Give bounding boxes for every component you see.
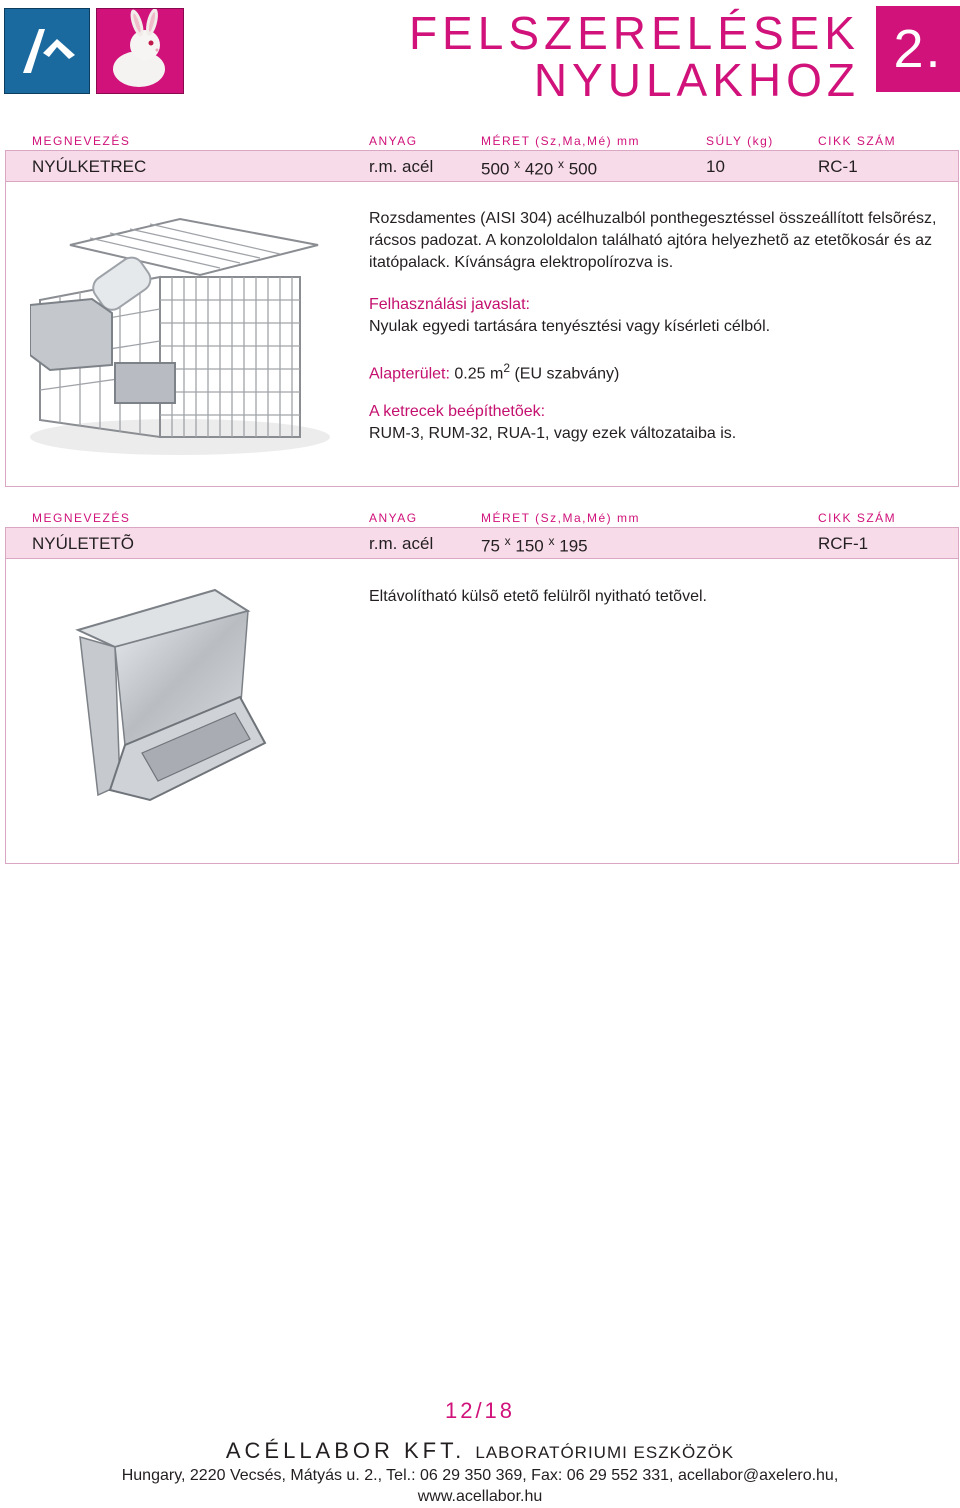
area-note: (EU szabvány) [514,365,620,383]
cage-image [30,205,330,455]
company-name: ACÉLLABOR KFT. [225,1438,466,1463]
product-description: Rozsdamentes (AISI 304) acélhuzalból ponthegesztéssel összeállított felsõrész, rácsos padozat. A konzololdalon található ajtóra helyezhetõ az etetõkosár és az itatópalack. Kívánságra elektropolírozva is. [369,210,937,271]
product-name: NYÚLETETÕ [32,534,135,553]
col-header-material: ANYAG [369,511,418,525]
page-title-line2: NYULAKHOZ [533,54,860,106]
size-x: x [514,157,521,171]
size-depth: 500 [568,159,598,179]
product-size [481,534,588,557]
col-header-code: CIKK SZÁM [818,134,897,148]
product-material: r.m. acél [369,534,434,553]
usage-text: Nyulak egyedi tartására tenyésztési vagy kísérleti célból. [369,318,771,335]
col-header-size: MÉRET (Sz,Ma,Mé) mm [481,511,640,525]
size-width: 75 [481,536,500,556]
area-line [369,357,619,385]
col-header-weight: SÚLY (kg) [706,134,774,148]
col-header-size: MÉRET (Sz,Ma,Mé) mm [481,134,640,148]
footer-address-block [0,1465,960,1507]
col-header-code: CIKK SZÁM [818,511,897,525]
col-header-name: MEGNEVEZÉS [32,134,131,148]
col-header-name: MEGNEVEZÉS [32,511,131,525]
size-width: 500 [481,159,510,179]
fit-label: A ketrecek beépíthetõek: [369,403,546,420]
area-label: Alapterület: [369,365,450,383]
footer-address: Hungary, 2220 Vecsés, Mátyás u. 2., Tel.: 06 29 350 369, Fax: 06 29 552 331, acellabor@axelero.hu, [121,1467,839,1484]
feeder-image [70,585,270,810]
size-depth: 195 [559,536,588,556]
size-x: x [557,157,564,171]
size-height: 150 [515,536,544,556]
company-logo [4,8,90,94]
company-subtitle: LABORATÓRIUMI ESZKÖZÖK [475,1443,735,1462]
product-description: Eltávolítható külsõ etetõ felülrõl nyitható tetõvel. [369,588,707,605]
size-height: 420 [524,159,554,179]
chapter-number: 2. [876,6,960,92]
product-code: RCF-1 [818,534,869,553]
product-weight: 10 [706,157,725,176]
product-code: RC-1 [818,157,858,176]
fit-text: RUM-3, RUM-32, RUA-1, vagy ezek változataiba is. [369,425,737,442]
product-size [481,157,597,180]
company-line [0,1438,960,1464]
area-exponent: 2 [503,361,510,375]
product-name: NYÚLKETREC [32,157,147,176]
rabbit-icon [97,9,183,93]
logo-mark-icon [5,9,89,93]
page-title-line1: FELSZERELÉSEK [408,7,860,59]
footer-website[interactable]: www.acellabor.hu [417,1488,543,1505]
product-material: r.m. acél [369,157,434,176]
page-number: 12/18 [444,1398,516,1423]
col-header-material: ANYAG [369,134,418,148]
size-x: x [548,534,555,548]
size-x: x [504,534,511,548]
usage-label: Felhasználási javaslat: [369,296,530,313]
rabbit-photo [96,8,184,94]
area-value: 0.25 m [454,365,504,383]
